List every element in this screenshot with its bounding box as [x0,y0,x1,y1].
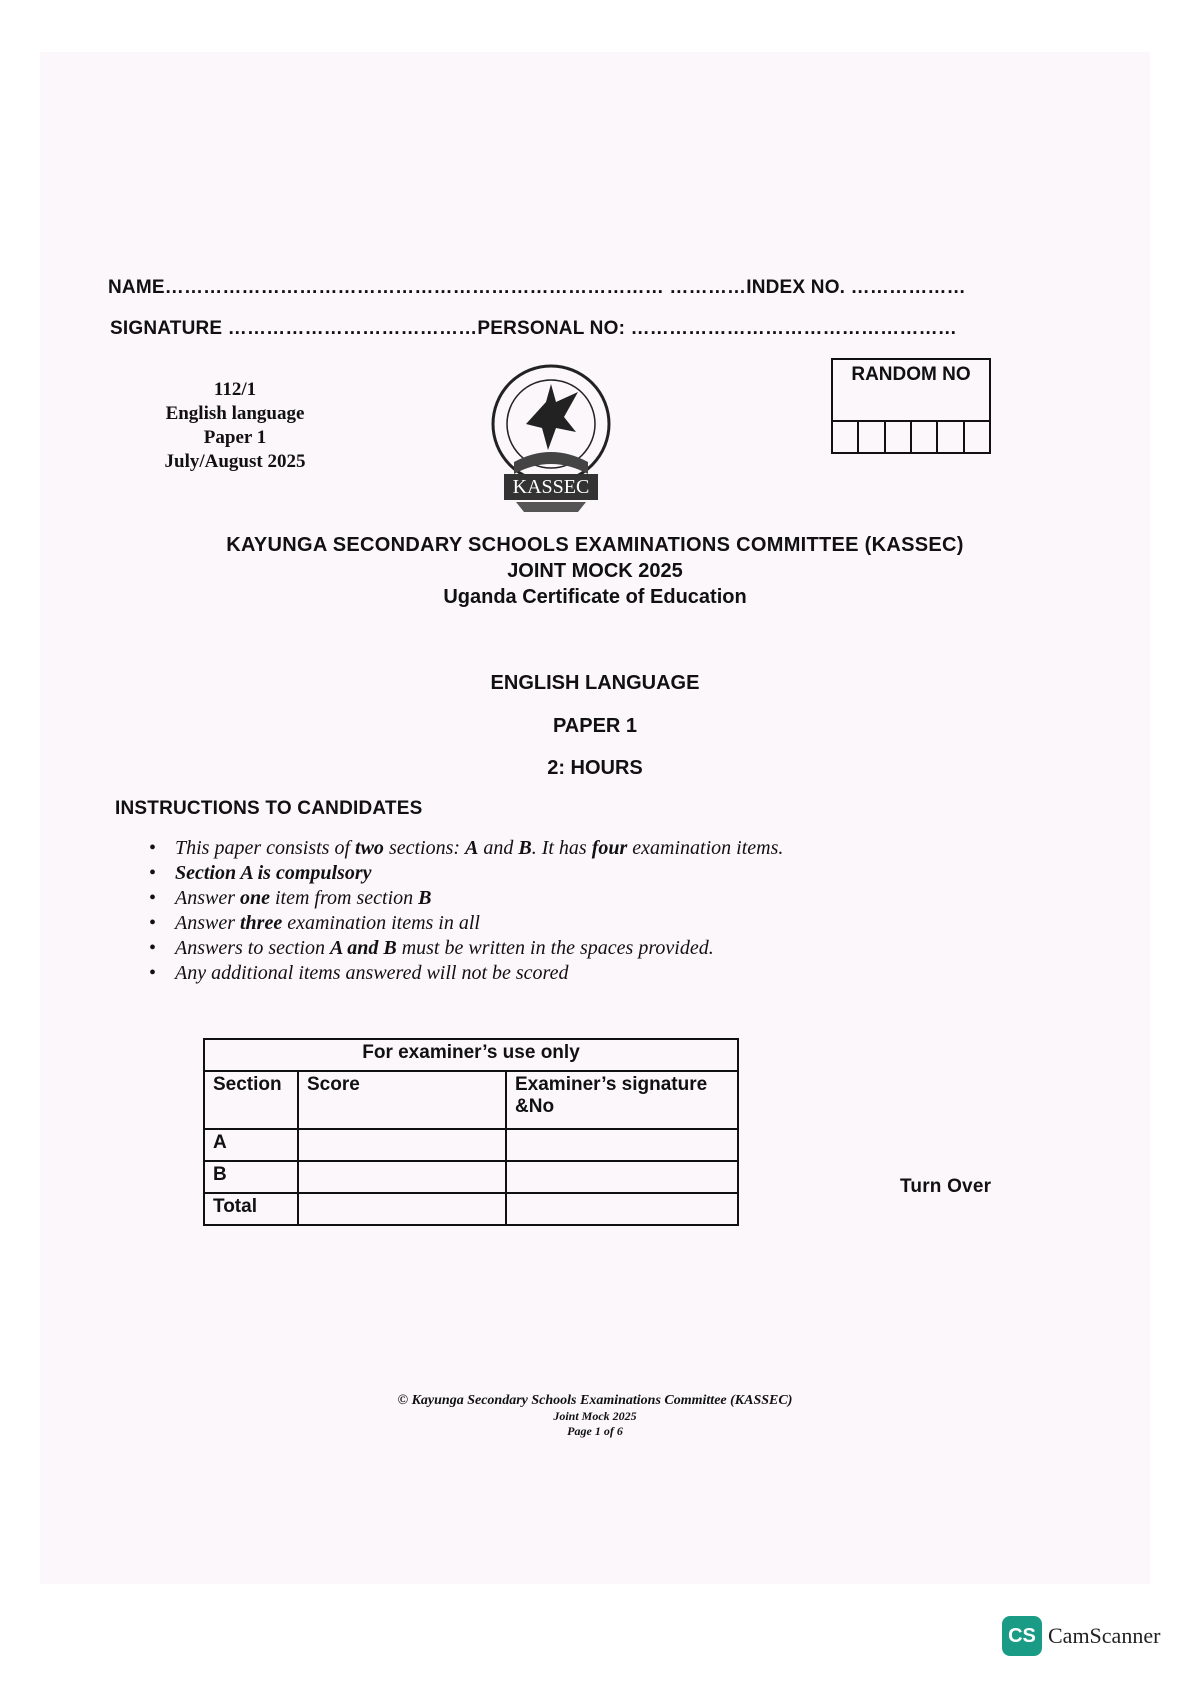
eagle-crest-icon [486,362,616,522]
col-header-signature: Examiner’s signature &No [506,1071,738,1129]
signature-cell[interactable] [506,1129,738,1161]
instruction-item: • Answers to section A and B must be written in the spaces provided. [175,936,775,961]
random-no-cell[interactable] [912,422,938,452]
random-no-cells [833,420,989,452]
paper-date: July/August 2025 [164,451,306,472]
turn-over-label: Turn Over [900,1176,992,1197]
duration-title: 2: HOURS [547,757,643,779]
random-no-label: RANDOM NO [851,364,971,385]
score-cell[interactable] [298,1129,506,1161]
camscanner-label: CamScanner [1048,1623,1161,1648]
camscanner-icon: CS [1002,1616,1042,1656]
random-no-box [831,358,991,454]
signature-cell[interactable] [506,1161,738,1193]
examiner-table [203,1038,739,1226]
signature-cell[interactable] [506,1193,738,1225]
instructions-list [175,836,935,986]
paper-title: PAPER 1 [552,715,638,737]
instruction-item: • Any additional items answered will not be scored [175,961,935,986]
score-cell[interactable] [298,1193,506,1225]
instruction-item: • Answer three examination items in all [175,911,935,936]
random-no-cell[interactable] [859,422,885,452]
paper-subject: English language [165,403,305,424]
col-header-score: Score [298,1071,506,1129]
signature-personal-line: SIGNATURE …………………………………PERSONAL NO: …………………………………………… [110,318,957,339]
instruction-item: • This paper consists of two sections: A and B. It has four examination items. [175,836,935,861]
random-no-cell[interactable] [886,422,912,452]
certificate-title: Uganda Certificate of Education [443,586,747,608]
camscanner-watermark [1002,1616,1160,1656]
row-label-b: B [204,1161,298,1193]
footer-copyright: © Kayunga Secondary Schools Examinations Committee (KASSEC) [397,1393,793,1408]
name-index-line: NAME…………………………………………………………………… …………INDEX NO. ……………… [108,277,966,298]
instructions-heading: INSTRUCTIONS TO CANDIDATES [115,798,423,819]
footer-page: Page 1 of 6 [567,1424,623,1438]
mock-title: JOINT MOCK 2025 [507,560,683,582]
subject-title: ENGLISH LANGUAGE [490,672,700,694]
paper-code: 112/1 [213,379,257,400]
random-no-cell[interactable] [965,422,989,452]
row-label-a: A [204,1129,298,1161]
random-no-cell[interactable] [833,422,859,452]
paper-info [150,378,320,474]
instruction-item: • Answer one item from section B [175,886,935,911]
random-no-cell[interactable] [938,422,964,452]
instruction-item: • Section A is compulsory [175,861,935,886]
col-header-section: Section [204,1071,298,1129]
logo-text: KASSEC [512,476,590,498]
committee-title: KAYUNGA SECONDARY SCHOOLS EXAMINATIONS COMMITTEE (KASSEC) [226,534,964,556]
page-footer [0,1393,1190,1439]
row-label-total: Total [204,1193,298,1225]
paper-number: Paper 1 [203,427,267,448]
score-cell[interactable] [298,1161,506,1193]
kassec-logo [486,362,616,522]
examiner-table-title: For examiner’s use only [204,1039,738,1071]
footer-mock: Joint Mock 2025 [553,1409,637,1423]
